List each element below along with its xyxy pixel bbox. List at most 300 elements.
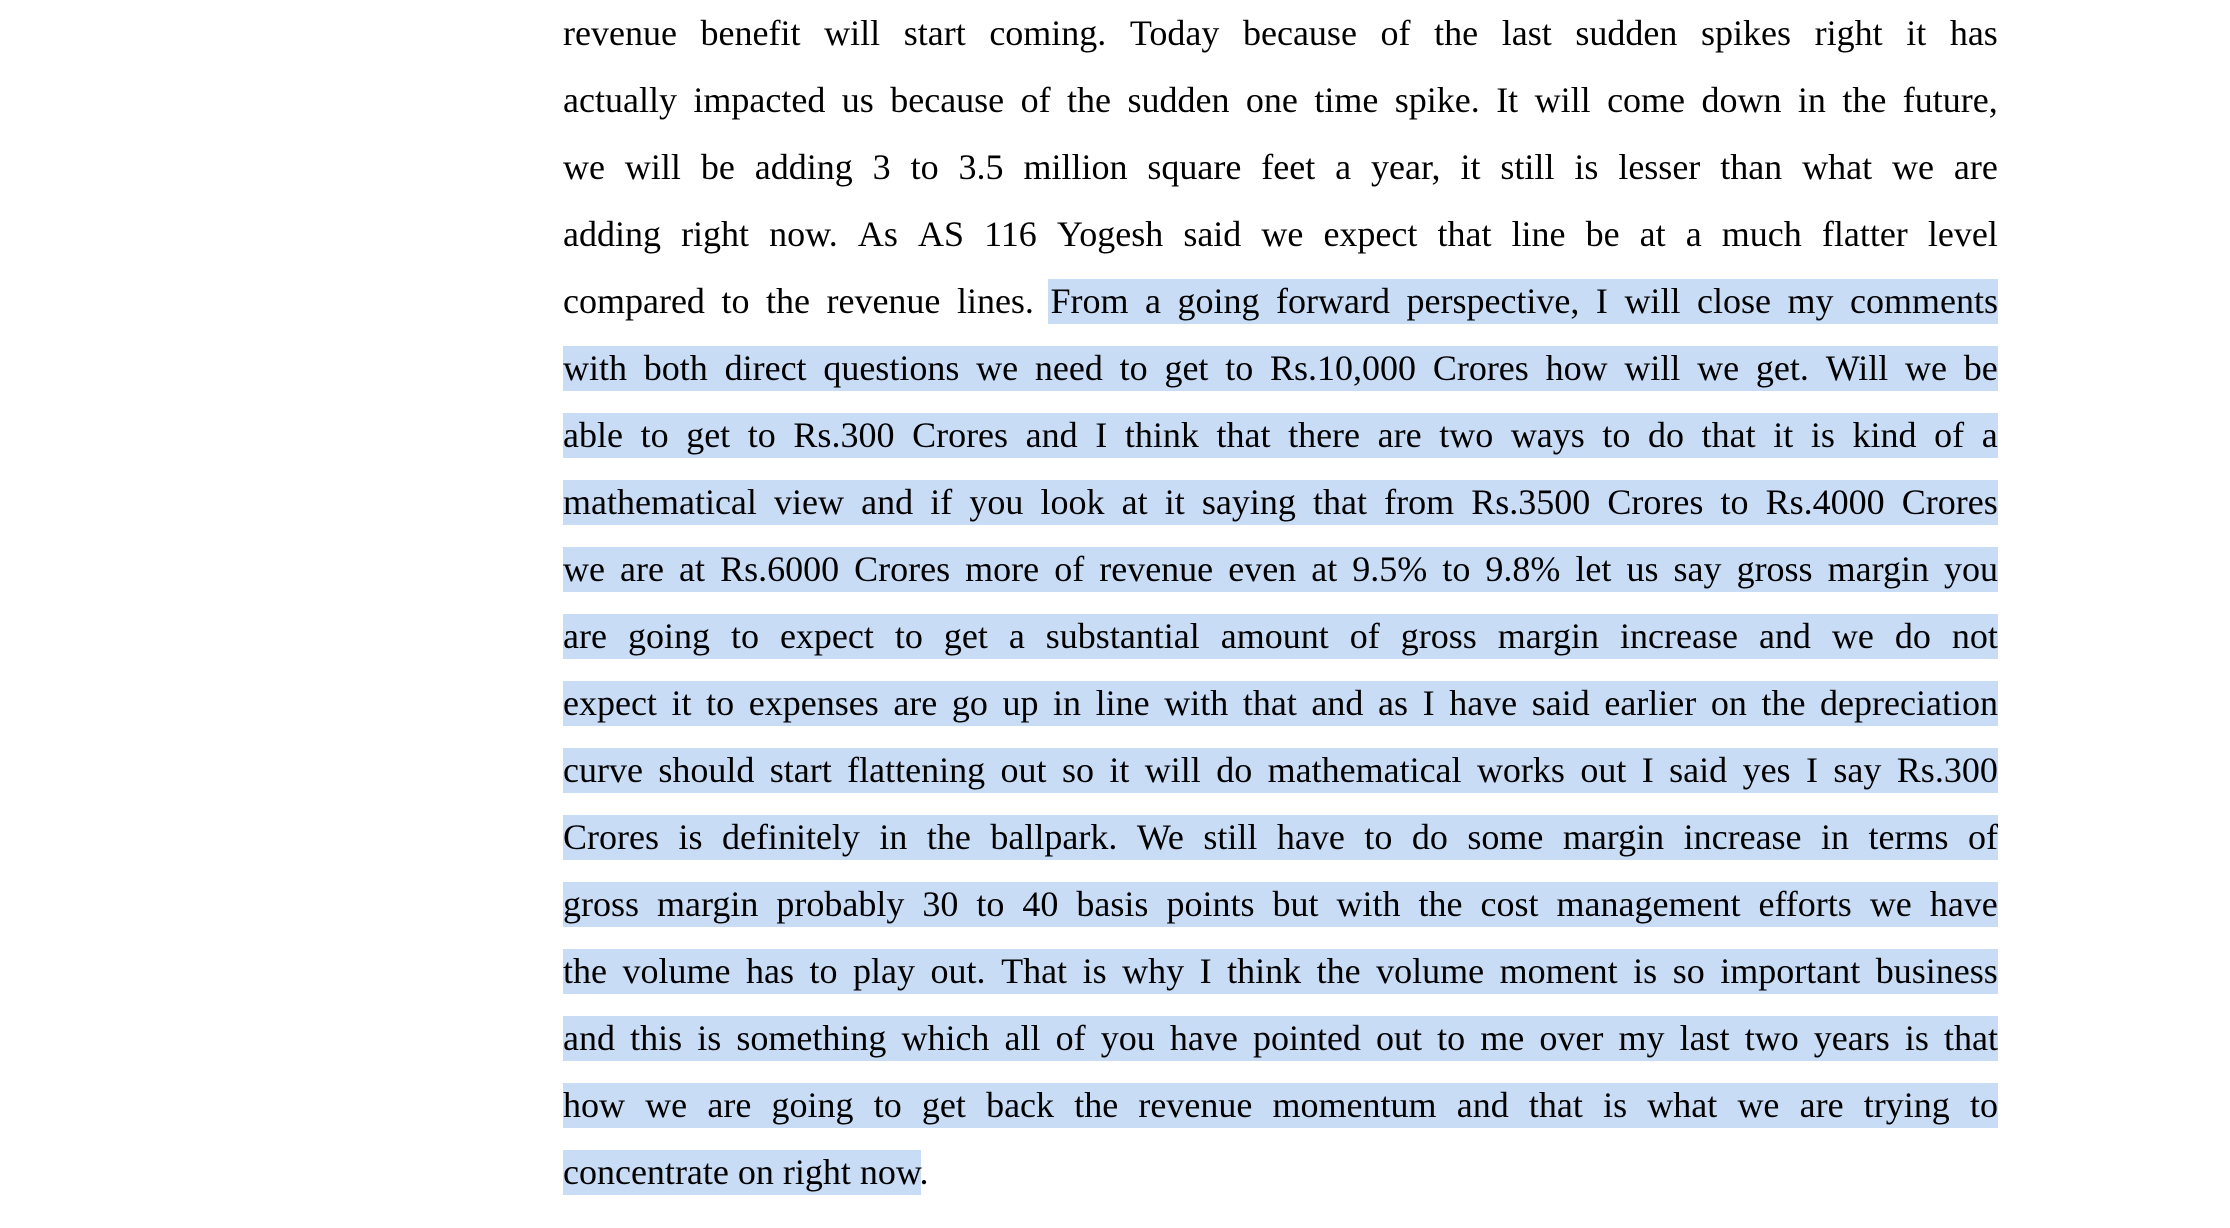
word: a bbox=[1335, 147, 1352, 187]
word: which bbox=[901, 1018, 990, 1058]
word: so bbox=[1061, 750, 1094, 790]
word: that bbox=[1944, 1018, 1998, 1058]
word: and bbox=[861, 482, 914, 522]
word: adding bbox=[563, 214, 661, 254]
word: we bbox=[1905, 348, 1947, 388]
word: one bbox=[1245, 80, 1298, 120]
word: important bbox=[1720, 951, 1861, 991]
word: margin bbox=[1562, 817, 1665, 857]
word: As bbox=[857, 214, 898, 254]
word: now. bbox=[859, 1152, 929, 1192]
word: of bbox=[1020, 80, 1051, 120]
word: yes bbox=[1742, 750, 1791, 790]
text-line bbox=[563, 469, 1998, 536]
word: lines. bbox=[956, 281, 1034, 321]
word: with bbox=[563, 348, 628, 388]
word: Rs.4000 bbox=[1765, 482, 1885, 522]
word: and bbox=[1758, 616, 1811, 656]
word: management bbox=[1556, 884, 1741, 924]
word: Crores bbox=[1432, 348, 1529, 388]
word: momentum bbox=[1272, 1085, 1437, 1125]
word: actually bbox=[563, 80, 677, 120]
text-line bbox=[563, 670, 1998, 737]
word: why bbox=[1122, 951, 1185, 991]
word: of bbox=[1380, 13, 1411, 53]
word: we bbox=[563, 147, 605, 187]
word: will bbox=[1624, 281, 1681, 321]
text-line bbox=[563, 201, 1998, 268]
text-line bbox=[563, 0, 1998, 67]
word: this bbox=[630, 1018, 683, 1058]
word: and bbox=[563, 1018, 615, 1058]
word: to bbox=[1364, 817, 1393, 857]
word: Yogesh bbox=[1056, 214, 1164, 254]
paragraph-text[interactable] bbox=[563, 0, 1998, 1206]
word: expect bbox=[563, 683, 657, 723]
word: will bbox=[1624, 348, 1681, 388]
word: I bbox=[1199, 951, 1212, 991]
word: and bbox=[1025, 415, 1078, 455]
word: get bbox=[943, 616, 988, 656]
word: probably bbox=[776, 884, 905, 924]
word: expect bbox=[1323, 214, 1418, 254]
word: is bbox=[1082, 951, 1107, 991]
word: I bbox=[1641, 750, 1654, 790]
word: get. bbox=[1755, 348, 1809, 388]
word: a bbox=[1981, 415, 1998, 455]
word: some bbox=[1467, 817, 1544, 857]
word: much bbox=[1721, 214, 1802, 254]
word: to bbox=[721, 281, 750, 321]
word: volume bbox=[622, 951, 731, 991]
word: substantial bbox=[1045, 616, 1200, 656]
word: are bbox=[1953, 147, 1998, 187]
word: future, bbox=[1902, 80, 1998, 120]
word: the bbox=[1074, 1085, 1119, 1125]
word: now. bbox=[769, 214, 838, 254]
word: be bbox=[700, 147, 735, 187]
word: concentrate bbox=[563, 1152, 729, 1192]
word: of bbox=[1349, 616, 1380, 656]
text-line-words bbox=[563, 885, 1998, 924]
word: the bbox=[563, 951, 607, 991]
word: as bbox=[1378, 683, 1408, 723]
word: me bbox=[1480, 1018, 1525, 1058]
word: lesser bbox=[1618, 147, 1701, 187]
word: have bbox=[1449, 683, 1518, 723]
word: the bbox=[1842, 80, 1887, 120]
word: 40 bbox=[1022, 884, 1059, 924]
word: are bbox=[707, 1085, 752, 1125]
word: we bbox=[563, 549, 605, 589]
word: over bbox=[1539, 1018, 1604, 1058]
word: it bbox=[1773, 415, 1794, 455]
word: revenue bbox=[826, 281, 941, 321]
text-line bbox=[563, 67, 1998, 134]
word: start bbox=[903, 13, 966, 53]
word: up bbox=[1002, 683, 1039, 723]
word: Rs.300 bbox=[1896, 750, 1998, 790]
text-line bbox=[563, 603, 1998, 670]
word: play bbox=[853, 951, 916, 991]
word: back bbox=[986, 1085, 1055, 1125]
word: mathematical bbox=[563, 482, 757, 522]
word: benefit bbox=[700, 13, 801, 53]
text-line-words bbox=[563, 416, 1998, 455]
word: the bbox=[926, 817, 971, 857]
text-line bbox=[563, 536, 1998, 603]
word: line bbox=[1095, 683, 1150, 723]
word: the bbox=[1067, 80, 1112, 120]
word: we bbox=[1261, 214, 1304, 254]
word: get bbox=[921, 1085, 966, 1125]
word: Will bbox=[1825, 348, 1889, 388]
word: feet bbox=[1261, 147, 1316, 187]
word: level bbox=[1927, 214, 1998, 254]
word: going bbox=[771, 1085, 854, 1125]
word: are bbox=[563, 616, 607, 656]
word: margin bbox=[1497, 616, 1600, 656]
word: That bbox=[1001, 951, 1068, 991]
word: terms bbox=[1868, 817, 1949, 857]
word: go bbox=[951, 683, 988, 723]
text-line bbox=[563, 804, 1998, 871]
word: coming. bbox=[989, 13, 1107, 53]
word: get bbox=[686, 415, 731, 455]
text-line-words bbox=[563, 952, 1998, 991]
word: gross bbox=[563, 884, 640, 924]
word: is bbox=[1574, 147, 1599, 187]
word: because bbox=[1243, 13, 1357, 53]
word: I bbox=[1805, 750, 1818, 790]
word: to bbox=[873, 1085, 902, 1125]
word: right bbox=[1814, 13, 1883, 53]
word: sudden bbox=[1575, 13, 1678, 53]
word: we bbox=[1892, 147, 1934, 187]
word: questions bbox=[823, 348, 960, 388]
word: we bbox=[1831, 616, 1874, 656]
word: close bbox=[1696, 281, 1771, 321]
word: that bbox=[1701, 415, 1756, 455]
word: out bbox=[1580, 750, 1627, 790]
word: of bbox=[1968, 817, 1998, 857]
word: square bbox=[1147, 147, 1242, 187]
word: From bbox=[1050, 281, 1129, 321]
word: Crores bbox=[1901, 482, 1998, 522]
word: has bbox=[746, 951, 794, 991]
word: forward bbox=[1276, 281, 1390, 321]
word: at bbox=[1121, 482, 1148, 522]
word: margin bbox=[1827, 549, 1929, 589]
word: be bbox=[1585, 214, 1620, 254]
word: if bbox=[930, 482, 953, 522]
text-line-words bbox=[563, 818, 1998, 857]
word: in bbox=[1053, 683, 1082, 723]
word: It bbox=[1496, 80, 1519, 120]
word: think bbox=[1227, 951, 1302, 991]
word: 116 bbox=[984, 214, 1037, 254]
word: to bbox=[1119, 348, 1148, 388]
word: to bbox=[894, 616, 923, 656]
word: at bbox=[1639, 214, 1666, 254]
word: still bbox=[1500, 147, 1555, 187]
word: to bbox=[1969, 1085, 1998, 1125]
word: something bbox=[736, 1018, 887, 1058]
word: to bbox=[640, 415, 669, 455]
word: that bbox=[1528, 1085, 1583, 1125]
word: my bbox=[1618, 1018, 1665, 1058]
text-line bbox=[563, 1072, 1998, 1139]
text-line-words bbox=[563, 751, 1998, 790]
word: than bbox=[1720, 147, 1783, 187]
text-line bbox=[563, 268, 1998, 335]
word: you bbox=[1100, 1018, 1155, 1058]
word: I bbox=[1095, 415, 1108, 455]
word: out. bbox=[930, 951, 986, 991]
word: that bbox=[1242, 683, 1297, 723]
word: time bbox=[1314, 80, 1379, 120]
word: is bbox=[1810, 415, 1835, 455]
word: flatter bbox=[1821, 214, 1908, 254]
word: spikes bbox=[1700, 13, 1791, 53]
word: years bbox=[1813, 1018, 1890, 1058]
word: going bbox=[1177, 281, 1260, 321]
word: say bbox=[1833, 750, 1882, 790]
word: revenue bbox=[1099, 549, 1214, 589]
word: are bbox=[1799, 1085, 1844, 1125]
word: revenue bbox=[563, 13, 677, 53]
word: able bbox=[563, 415, 623, 455]
word: out bbox=[1376, 1018, 1423, 1058]
word: flattening bbox=[847, 750, 986, 790]
word: it bbox=[1460, 147, 1481, 187]
word: there bbox=[1288, 415, 1361, 455]
word: two bbox=[1744, 1018, 1799, 1058]
word: is bbox=[697, 1018, 722, 1058]
word: so bbox=[1672, 951, 1705, 991]
word: we bbox=[1697, 348, 1740, 388]
word: kind bbox=[1852, 415, 1917, 455]
word: not bbox=[1951, 616, 1998, 656]
word: do bbox=[1648, 415, 1685, 455]
word: business bbox=[1875, 951, 1998, 991]
word: it bbox=[671, 683, 692, 723]
text-line-words bbox=[563, 1019, 1998, 1058]
word: to bbox=[706, 683, 735, 723]
word: basis bbox=[1076, 884, 1149, 924]
word: ballpark. bbox=[990, 817, 1118, 857]
word: gross bbox=[1736, 549, 1813, 589]
word: that bbox=[1437, 214, 1492, 254]
word: Rs.3500 bbox=[1471, 482, 1591, 522]
word: are bbox=[1377, 415, 1422, 455]
word: start bbox=[769, 750, 832, 790]
word: do bbox=[1411, 817, 1448, 857]
text-line-words bbox=[563, 550, 1998, 589]
word: ways bbox=[1510, 415, 1585, 455]
word: both bbox=[643, 348, 708, 388]
word: think bbox=[1124, 415, 1199, 455]
word: are bbox=[893, 683, 938, 723]
word: down bbox=[1701, 80, 1782, 120]
word: from bbox=[1384, 482, 1455, 522]
word: depreciation bbox=[1820, 683, 1998, 723]
word: even bbox=[1228, 549, 1297, 589]
text-line-words bbox=[563, 1086, 1998, 1125]
word: to bbox=[809, 951, 838, 991]
word: of bbox=[1055, 1018, 1086, 1058]
word: we bbox=[645, 1085, 688, 1125]
word: are bbox=[620, 549, 664, 589]
word: but bbox=[1272, 884, 1319, 924]
word: Today bbox=[1129, 13, 1220, 53]
text-line-words bbox=[563, 215, 1998, 254]
word: is bbox=[1904, 1018, 1929, 1058]
word: year, bbox=[1371, 147, 1441, 187]
word: curve bbox=[563, 750, 643, 790]
word: has bbox=[1949, 13, 1998, 53]
word: to bbox=[976, 884, 1005, 924]
word: come bbox=[1607, 80, 1686, 120]
word: two bbox=[1439, 415, 1494, 455]
word: how bbox=[1545, 348, 1608, 388]
word: efforts bbox=[1758, 884, 1852, 924]
text-line bbox=[563, 134, 1998, 201]
text-line bbox=[563, 737, 1998, 804]
word: to bbox=[747, 415, 776, 455]
word: increase bbox=[1683, 817, 1802, 857]
word: definitely bbox=[721, 817, 860, 857]
word: adding bbox=[754, 147, 853, 187]
word: Crores bbox=[1607, 482, 1704, 522]
word: us bbox=[1626, 549, 1659, 589]
word: 3 bbox=[872, 147, 891, 187]
word: need bbox=[1034, 348, 1103, 388]
word: 3.5 bbox=[958, 147, 1004, 187]
word: direct bbox=[724, 348, 807, 388]
word: a bbox=[1008, 616, 1025, 656]
word: revenue bbox=[1138, 1085, 1253, 1125]
text-line bbox=[563, 402, 1998, 469]
word: the bbox=[1434, 13, 1479, 53]
word: at bbox=[679, 549, 706, 589]
word: expenses bbox=[748, 683, 879, 723]
word: look bbox=[1040, 482, 1105, 522]
word: Rs.300 bbox=[793, 415, 895, 455]
word: to bbox=[910, 147, 939, 187]
word: saying bbox=[1201, 482, 1296, 522]
word: earlier bbox=[1604, 683, 1697, 723]
word: increase bbox=[1620, 616, 1738, 656]
text-line-words bbox=[563, 684, 1998, 723]
word: do bbox=[1216, 750, 1253, 790]
word: comments bbox=[1849, 281, 1998, 321]
text-line-words bbox=[563, 81, 1998, 120]
word: on bbox=[737, 1152, 774, 1192]
word: to bbox=[1225, 348, 1254, 388]
word: going bbox=[627, 616, 710, 656]
text-line bbox=[563, 938, 1998, 1005]
word: Rs.6000 bbox=[720, 549, 840, 589]
word: 9.8% bbox=[1485, 549, 1561, 589]
word: last bbox=[1679, 1018, 1730, 1058]
word: what bbox=[1802, 147, 1873, 187]
word: 9.5% bbox=[1352, 549, 1428, 589]
word: expect bbox=[779, 616, 874, 656]
word: Crores bbox=[912, 415, 1009, 455]
word: a bbox=[1144, 281, 1161, 321]
word: in bbox=[1797, 80, 1826, 120]
word: that bbox=[1216, 415, 1271, 455]
word: you bbox=[1944, 549, 1998, 589]
word: have bbox=[1276, 817, 1345, 857]
word: will bbox=[1144, 750, 1201, 790]
word: in bbox=[879, 817, 908, 857]
word: last bbox=[1501, 13, 1552, 53]
word: what bbox=[1647, 1085, 1718, 1125]
word: 30 bbox=[922, 884, 959, 924]
word: a bbox=[1685, 214, 1702, 254]
text-line bbox=[563, 1005, 1998, 1072]
word: have bbox=[1169, 1018, 1238, 1058]
word: to bbox=[730, 616, 759, 656]
word: that bbox=[1313, 482, 1367, 522]
word: get bbox=[1164, 348, 1209, 388]
word: volume bbox=[1376, 951, 1485, 991]
word: I bbox=[1595, 281, 1608, 321]
word: pointed bbox=[1252, 1018, 1361, 1058]
word: we bbox=[1737, 1085, 1780, 1125]
word: right bbox=[782, 1152, 851, 1192]
word: line bbox=[1511, 214, 1566, 254]
text-line-words bbox=[563, 14, 1998, 53]
word: impacted bbox=[693, 80, 826, 120]
word: and bbox=[1456, 1085, 1509, 1125]
word: my bbox=[1787, 281, 1834, 321]
word: out bbox=[1000, 750, 1047, 790]
word: all bbox=[1004, 1018, 1041, 1058]
word: trying bbox=[1863, 1085, 1950, 1125]
word: Crores bbox=[563, 817, 659, 857]
word: to bbox=[1602, 415, 1631, 455]
word: works bbox=[1476, 750, 1565, 790]
text-line bbox=[563, 871, 1998, 938]
word: of bbox=[1054, 549, 1085, 589]
text-line bbox=[563, 1139, 1998, 1206]
word: to bbox=[1437, 1018, 1466, 1058]
text-line bbox=[563, 335, 1998, 402]
word: Rs.10,000 bbox=[1270, 348, 1417, 388]
text-line-words bbox=[563, 1153, 1998, 1192]
word: perspective, bbox=[1406, 281, 1580, 321]
word: the bbox=[1418, 884, 1463, 924]
word: how bbox=[563, 1085, 625, 1125]
word: I bbox=[1422, 683, 1435, 723]
word: mathematical bbox=[1267, 750, 1462, 790]
word: We bbox=[1136, 817, 1184, 857]
word: is bbox=[1603, 1085, 1628, 1125]
word: margin bbox=[657, 884, 759, 924]
word: spike. bbox=[1394, 80, 1480, 120]
word: the bbox=[765, 281, 810, 321]
word: let bbox=[1575, 549, 1612, 589]
text-line-words bbox=[563, 282, 1998, 321]
word: at bbox=[1311, 549, 1338, 589]
word: compared bbox=[563, 281, 705, 321]
word: you bbox=[969, 482, 1024, 522]
word: we bbox=[976, 348, 1019, 388]
word: AS bbox=[917, 214, 965, 254]
